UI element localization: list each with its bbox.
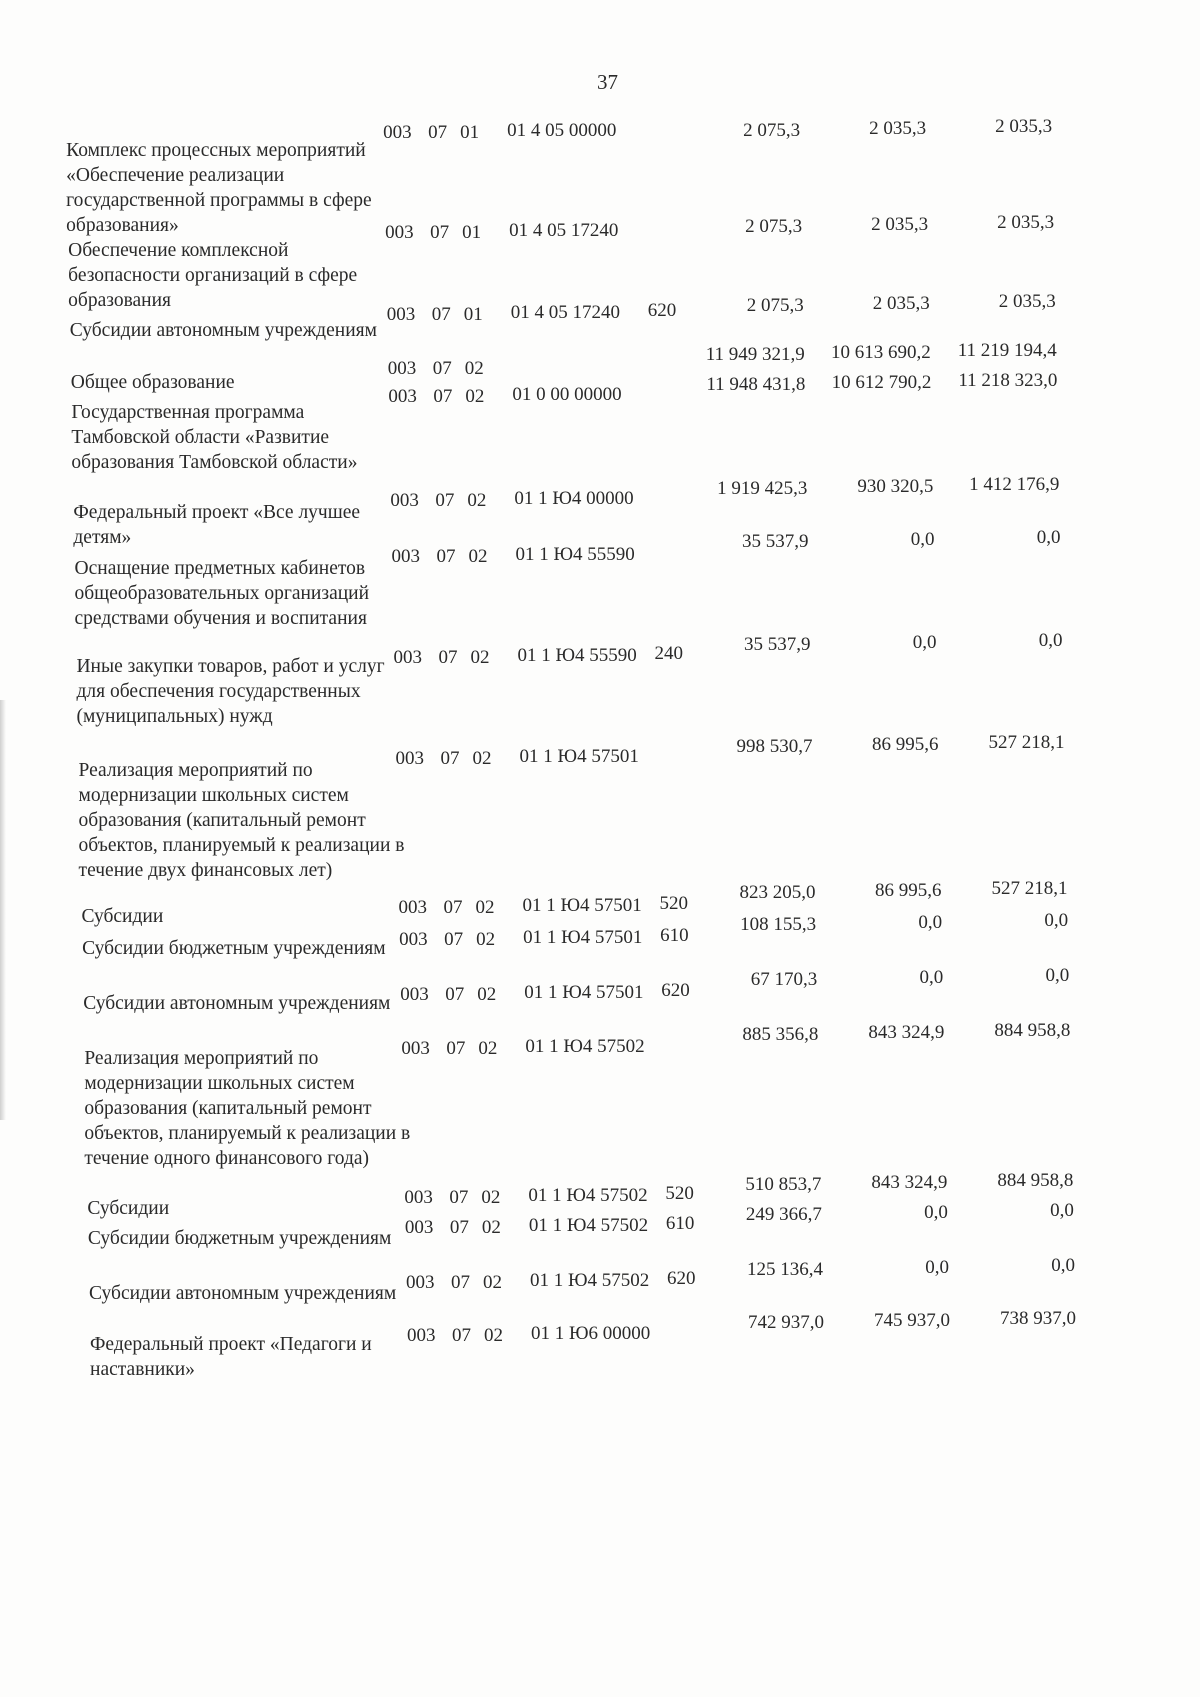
amount-year-3: 11 218 323,0 (958, 370, 1058, 391)
code-ved: 003 (391, 546, 421, 567)
row-name: Субсидии автономным учреждениям (89, 1283, 397, 1304)
code-section: 07 (449, 1187, 469, 1208)
code-expense-type: 620 (667, 1268, 696, 1289)
code-target-article: 01 1 Ю6 00000 (531, 1323, 651, 1344)
code-ved: 003 (401, 1038, 430, 1059)
code-ved: 003 (388, 386, 417, 407)
amount-year-2: 0,0 (910, 529, 935, 550)
code-target-article: 01 1 Ю4 57501 (524, 982, 644, 1003)
code-subsection: 02 (481, 1187, 501, 1208)
amount-year-2: 745 937,0 (874, 1310, 951, 1331)
code-target-article: 01 4 05 17240 (509, 220, 619, 241)
amount-year-3: 527 218,1 (988, 732, 1065, 753)
row-name: Субсидии автономным учреждениям (69, 320, 377, 341)
code-ved: 003 (395, 748, 425, 769)
code-section: 07 (444, 929, 464, 950)
code-subsection: 02 (464, 358, 484, 379)
code-ved: 003 (383, 122, 412, 143)
page-number: 37 (597, 70, 618, 94)
code-ved: 003 (393, 647, 422, 668)
code-subsection: 02 (483, 1272, 503, 1293)
amount-year-1: 823 205,0 (739, 882, 816, 903)
amount-year-1: 510 853,7 (745, 1174, 822, 1195)
code-section: 07 (449, 1217, 469, 1238)
code-section: 07 (432, 358, 452, 379)
row-name: Реализация мероприятий по модернизации школьных систем образования (капитальный ремонт объектов, планируемый к реализации в течение одного финансового года) (84, 1048, 411, 1169)
code-target-article: 01 1 Ю4 57501 (519, 746, 639, 767)
amount-year-2: 0,0 (925, 1257, 950, 1278)
code-section: 07 (438, 647, 458, 668)
amount-year-1: 11 948 431,8 (706, 374, 806, 395)
amount-year-3: 2 035,3 (995, 116, 1053, 137)
code-section: 07 (451, 1272, 471, 1293)
amount-year-3: 0,0 (1036, 527, 1061, 548)
row-name: Субсидии (81, 906, 164, 927)
row-name: Реализация мероприятий по модернизации школьных систем образования (капитальный ремонт объектов, планируемый к реализации в течение двух финансовых лет) (78, 760, 405, 881)
amount-year-3: 527 218,1 (991, 878, 1068, 899)
code-expense-type: 240 (654, 643, 683, 664)
row-name: Государственная программа Тамбовской области «Развитие образования Тамбовской области» (71, 402, 358, 473)
amount-year-3: 2 035,3 (997, 212, 1055, 233)
code-subsection: 01 (463, 304, 483, 325)
amount-year-2: 10 613 690,2 (831, 342, 931, 363)
code-subsection: 02 (468, 546, 488, 567)
amount-year-3: 738 937,0 (1000, 1308, 1077, 1329)
amount-year-1: 35 537,9 (743, 634, 811, 655)
code-subsection: 02 (465, 386, 485, 407)
amount-year-1: 11 949 321,9 (705, 344, 805, 365)
amount-year-2: 0,0 (919, 967, 944, 988)
row-name: Обеспечение комплексной безопасности организаций в сфере образования (68, 240, 358, 311)
code-target-article: 01 1 Ю4 57502 (525, 1036, 645, 1057)
code-subsection: 01 (460, 122, 480, 143)
amount-year-1: 1 919 425,3 (717, 478, 808, 499)
amount-year-2: 0,0 (924, 1202, 948, 1223)
amount-year-2: 10 612 790,2 (831, 372, 932, 393)
code-target-article: 01 4 05 17240 (510, 302, 620, 323)
row-name: Иные закупки товаров, работ и услуг для обеспечения государственных (муниципальных) нужд (76, 656, 385, 727)
code-ved: 003 (390, 490, 419, 511)
code-section: 07 (428, 122, 448, 143)
code-target-article: 01 1 Ю4 55590 (515, 544, 635, 565)
amount-year-3: 0,0 (1050, 1200, 1074, 1221)
code-target-article: 01 1 Ю4 57501 (522, 895, 642, 916)
code-subsection: 01 (462, 222, 482, 243)
amount-year-3: 11 219 194,4 (957, 340, 1057, 361)
amount-year-2: 843 324,9 (868, 1022, 945, 1043)
row-name: Федеральный проект «Педагоги и наставники» (90, 1334, 372, 1380)
code-target-article: 01 4 05 00000 (507, 120, 617, 141)
amount-year-1: 125 136,4 (747, 1259, 824, 1280)
amount-year-2: 930 320,5 (857, 476, 934, 497)
row-name: Субсидии автономным учреждениям (83, 993, 391, 1014)
amount-year-3: 0,0 (1045, 965, 1070, 986)
scan-shadow (0, 700, 6, 1120)
amount-year-2: 0,0 (912, 632, 937, 653)
amount-year-1: 67 170,3 (750, 969, 818, 990)
code-expense-type: 520 (665, 1183, 694, 1204)
amount-year-3: 0,0 (1038, 630, 1063, 651)
amount-year-1: 2 075,3 (746, 295, 804, 316)
row-name: Оснащение предметных кабинетов общеобразовательных организаций средствами обучения и воспитания (74, 558, 370, 629)
row-name: Комплекс процессных мероприятий «Обеспечение реализации государственной программы в сфере образования» (66, 140, 372, 236)
code-expense-type: 610 (665, 1213, 695, 1234)
code-target-article: 01 1 Ю4 00000 (514, 488, 634, 509)
code-expense-type: 520 (659, 893, 688, 914)
code-subsection: 02 (476, 929, 496, 950)
amount-year-1: 108 155,3 (740, 914, 817, 935)
amount-year-1: 2 075,3 (743, 120, 801, 141)
amount-year-2: 0,0 (918, 912, 943, 933)
code-subsection: 02 (475, 897, 495, 918)
code-subsection: 02 (478, 1038, 498, 1059)
amount-year-2: 843 324,9 (871, 1172, 948, 1193)
code-target-article: 01 1 Ю4 55590 (517, 645, 637, 666)
amount-year-3: 0,0 (1044, 910, 1069, 931)
row-name: Федеральный проект «Все лучшее детям» (73, 502, 361, 548)
amount-year-1: 998 530,7 (736, 736, 813, 757)
code-expense-type: 610 (660, 925, 689, 946)
code-section: 07 (452, 1325, 472, 1346)
amount-year-3: 0,0 (1051, 1255, 1076, 1276)
code-ved: 003 (398, 897, 427, 918)
code-ved: 003 (400, 984, 429, 1005)
code-subsection: 02 (481, 1217, 501, 1238)
amount-year-3: 1 412 176,9 (969, 474, 1060, 495)
amount-year-2: 2 035,3 (871, 214, 929, 235)
code-expense-type: 620 (647, 300, 677, 321)
code-ved: 003 (407, 1325, 436, 1346)
amount-year-2: 86 995,6 (874, 880, 942, 901)
row-name: Субсидии (87, 1198, 170, 1219)
code-section: 07 (430, 222, 450, 243)
code-ved: 003 (399, 929, 428, 950)
code-subsection: 02 (470, 647, 490, 668)
code-ved: 003 (387, 358, 417, 379)
code-section: 07 (436, 546, 456, 567)
row-name: Субсидии бюджетным учреждениям (82, 938, 386, 959)
code-expense-type: 620 (661, 980, 690, 1001)
code-ved: 003 (404, 1187, 433, 1208)
code-target-article: 01 1 Ю4 57501 (523, 927, 643, 948)
code-subsection: 02 (484, 1325, 504, 1346)
row-name: Общее образование (70, 372, 235, 393)
row-name: Субсидии бюджетным учреждениям (87, 1228, 392, 1249)
code-ved: 003 (404, 1217, 434, 1238)
code-section: 07 (440, 748, 460, 769)
amount-year-1: 742 937,0 (748, 1312, 825, 1333)
code-section: 07 (431, 304, 451, 325)
amount-year-2: 86 995,6 (872, 734, 939, 755)
code-section: 07 (445, 984, 465, 1005)
code-section: 07 (433, 386, 453, 407)
amount-year-2: 2 035,3 (869, 118, 927, 139)
code-target-article: 01 0 00 00000 (512, 384, 622, 405)
code-section: 07 (446, 1038, 466, 1059)
amount-year-1: 249 366,7 (745, 1204, 822, 1225)
code-target-article: 01 1 Ю4 57502 (528, 1215, 649, 1236)
amount-year-3: 884 958,8 (994, 1020, 1071, 1041)
amount-year-1: 885 356,8 (742, 1024, 819, 1045)
code-section: 07 (443, 897, 463, 918)
code-target-article: 01 1 Ю4 57502 (530, 1270, 650, 1291)
code-ved: 003 (406, 1272, 435, 1293)
amount-year-3: 2 035,3 (998, 291, 1056, 312)
code-section: 07 (435, 490, 455, 511)
amount-year-1: 35 537,9 (742, 531, 809, 552)
amount-year-3: 884 958,8 (997, 1170, 1074, 1191)
amount-year-1: 2 075,3 (745, 216, 803, 237)
code-subsection: 02 (467, 490, 487, 511)
code-subsection: 02 (477, 984, 497, 1005)
code-ved: 003 (385, 222, 414, 243)
code-subsection: 02 (472, 748, 492, 769)
code-ved: 003 (386, 304, 416, 325)
amount-year-2: 2 035,3 (872, 293, 930, 314)
code-target-article: 01 1 Ю4 57502 (528, 1185, 648, 1206)
